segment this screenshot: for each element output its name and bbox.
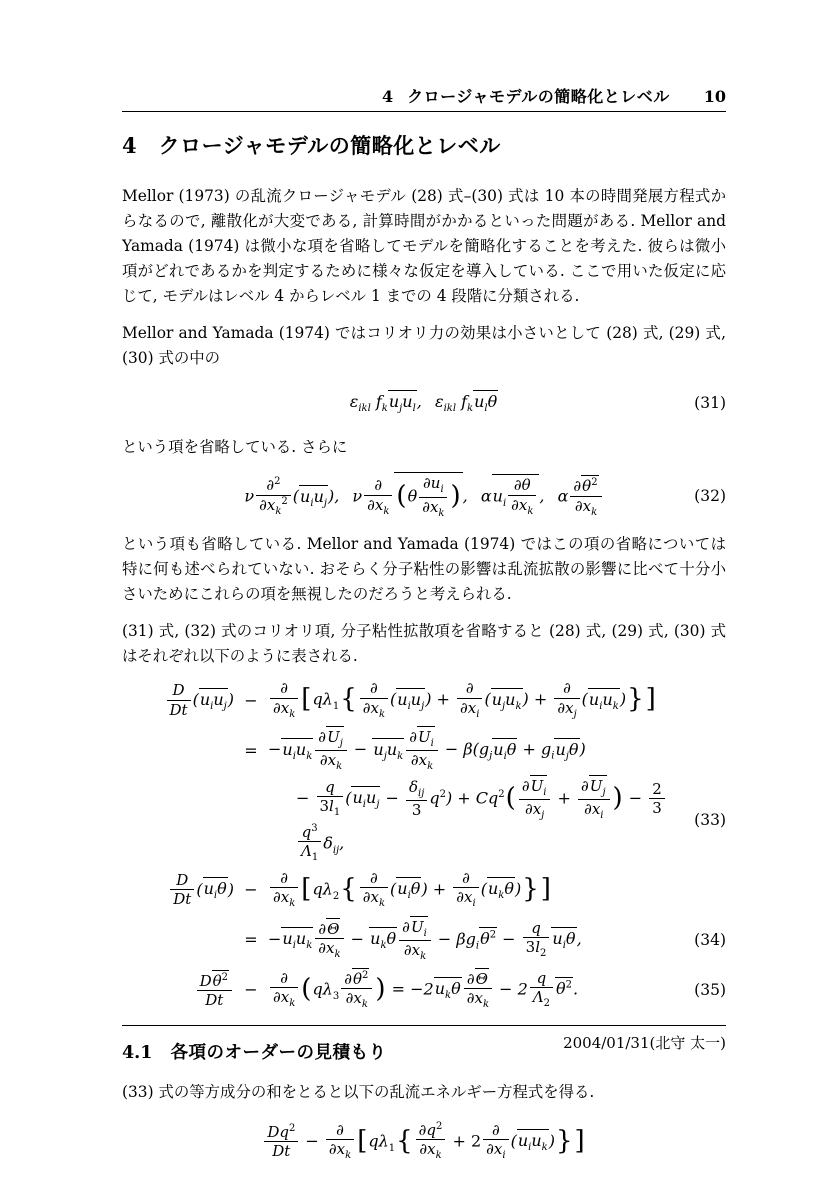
equation-33-rhs-3: − $\frac{q}{3l_1}$ ($u_iu_j$ − $\delta_{ij}$ 3 $q^2) + Cq^2$( $\frac{\partial U_i}{\partial x_j}$ + $\frac{\partial U_j}{\partial x_i}$ ) − $\frac{2}{3}$ $\frac{q^3}{\Lambda_1}$ $\delta_{ij}$, [268, 775, 686, 865]
equation-33-rhs-1: ∂ $\partial x_k$ [$q\lambda_1${ ∂ $\partial x_k$ $(u_iu_j)$ + ∂ $\partial x_i$ $(u_ju_k)$ + ∂ $\partial x_j$ $(u_iu_k)$}] [268, 679, 726, 721]
paragraph-energy: (33) 式の等方成分の和をとると以下の乱流エネルギー方程式を得る. [122, 1082, 595, 1101]
equation-energy-math: $\frac{Dq^2}{Dt}$ − ∂ $\partial x_k$ [$q\lambda_1${ $\frac{\partial q^2}{\partial x_k}$ + 2 ∂ $\partial x_i$ $(u_iu_k)$}] [262, 1121, 585, 1163]
footer-date-author: 2004/01/31(北守 太一) [563, 1034, 726, 1052]
equation-34-op-2: = [244, 930, 258, 950]
running-header [122, 84, 726, 107]
equation-34-op-1: − [244, 880, 258, 900]
paragraph-omit2: という項も省略している. Mellor and Yamada (1974) ではこの項の省略については特に何も述べられていない. おそらく分子粘性の影響は乱流拡散の影響に比べて十分小さいためにこれらの項を無視したのだろうと考えられる. [122, 535, 726, 603]
paragraph-intro: Mellor (1973) の乱流クロージャモデル (28) 式–(30) 式は 10 本の時間発展方程式からなるので, 離散化が大変である, 計算時間がかかるといった問題がある. Mellor and Yamada (1974) は微小な項を省略してモデルを簡略化することを考えた. 彼らは微小項がどれであるかを判定するために様々な仮定を導入している. ここで用いた仮定に応じて, モデルはレベル 4 からレベル 1 までの 4 段階に分類される. [122, 187, 726, 305]
equation-35-op: − [244, 980, 258, 1000]
equation-35-rhs: ∂ $\partial x_k$ ($q\lambda_3$ $\frac{\partial\theta^2}{\partial x_k}$ ) = $-2u_k\theta$ $\frac{\partial\Theta}{\partial x_k}$ − 2 $\frac{q}{\Lambda_2}$ $\theta^2$. [268, 968, 686, 1012]
equation-33-number: (33) [694, 810, 726, 829]
page-number: 10 [703, 87, 726, 106]
equation-35-lhs: $\frac{D\theta^2}{Dt}$ [122, 970, 234, 1011]
running-header-section-number: 4 [382, 87, 394, 106]
paragraph-simplify: (31) 式, (32) 式のコリオリ項, 分子粘性拡散項を省略すると (28) 式, (29) 式, (30) 式はそれぞれ以下のように表される. [122, 622, 726, 665]
subsection-title: 各項のオーダーの見積もり [170, 1042, 387, 1063]
equation-33-rhs-2: $-u_iu_k$ $\frac{\partial U_j}{\partial x_k}$ − $u_ju_k$ $\frac{\partial U_i}{\partial x_k}$ − $\beta(g_ju_i\theta + g_iu_j\theta)$ [268, 728, 586, 773]
equation-33-line-1 [122, 675, 726, 725]
equation-32-math: ν $\frac{\partial^2}{\partial x_k^2}$ $(u_iu_j)$, ν ∂ $\partial x_k$ (θ $\frac{\partial u_i}{\partial x_k}$ ) , $\alpha u_i$ $\frac{\partial\theta}{\partial x_k}$ , α $\frac{\partial\theta^2}{\partial x_k}$ [244, 472, 603, 520]
footer-rule [122, 1025, 726, 1026]
equation-34-lhs: $\frac{D}{Dt}$ $(u_i\theta)$ [122, 871, 234, 910]
equation-31-number: (31) [694, 394, 726, 412]
equation-33-line-2 [122, 725, 726, 775]
paragraph-coriolis: Mellor and Yamada (1974) ではコリオリ力の効果は小さいとして (28) 式, (29) 式, (30) 式の中の [122, 324, 726, 367]
equation-34-line-2 [122, 915, 726, 965]
equation-35 [122, 965, 726, 1015]
equation-33-op-2: = [244, 740, 258, 760]
equation-34-rhs-1: ∂ $\partial x_k$ [$q\lambda_2${ ∂ $\partial x_k$ $(u_i\theta)$ + ∂ $\partial x_i$ $(u_k\theta)$}] [268, 869, 726, 911]
equation-34-number: (34) [694, 930, 726, 949]
equation-31-math: $\varepsilon_{ikl}$ $f_ku_ju_l$, $\varepsilon_{ikl}$ $f_ku_l\theta$ [349, 392, 498, 415]
equation-35-number: (35) [694, 980, 726, 999]
paragraph-omit1: という項を省略している. さらに [122, 438, 348, 456]
equation-31 [122, 381, 726, 425]
section-heading [122, 130, 726, 160]
section-number: 4 [122, 133, 137, 158]
equation-33-line-3 [122, 775, 726, 865]
equation-33-op-1: − [244, 690, 258, 710]
subsection-number: 4.1 [122, 1042, 153, 1063]
section-title: クロージャモデルの簡略化とレベル [158, 134, 501, 158]
equation-34-line-1 [122, 865, 726, 915]
equation-33-lhs: $\frac{D}{Dt}$ $(u_iu_j)$ [122, 681, 234, 720]
equation-32 [122, 470, 726, 522]
equation-32-number: (32) [694, 487, 726, 505]
header-rule [122, 111, 726, 112]
equation-energy [122, 1115, 726, 1169]
equation-34-rhs-2: $-u_iu_k$ $\frac{\partial\Theta}{\partial x_k}$ − $u_k\theta$ $\frac{\partial U_i}{\partial x_k}$ − $\beta g_i\theta^2$ − $\frac{q}{3l_2}$ $u_i\theta$, [268, 918, 582, 962]
running-header-title: クロージャモデルの簡略化とレベル [407, 87, 670, 106]
page-content [122, 130, 726, 1179]
